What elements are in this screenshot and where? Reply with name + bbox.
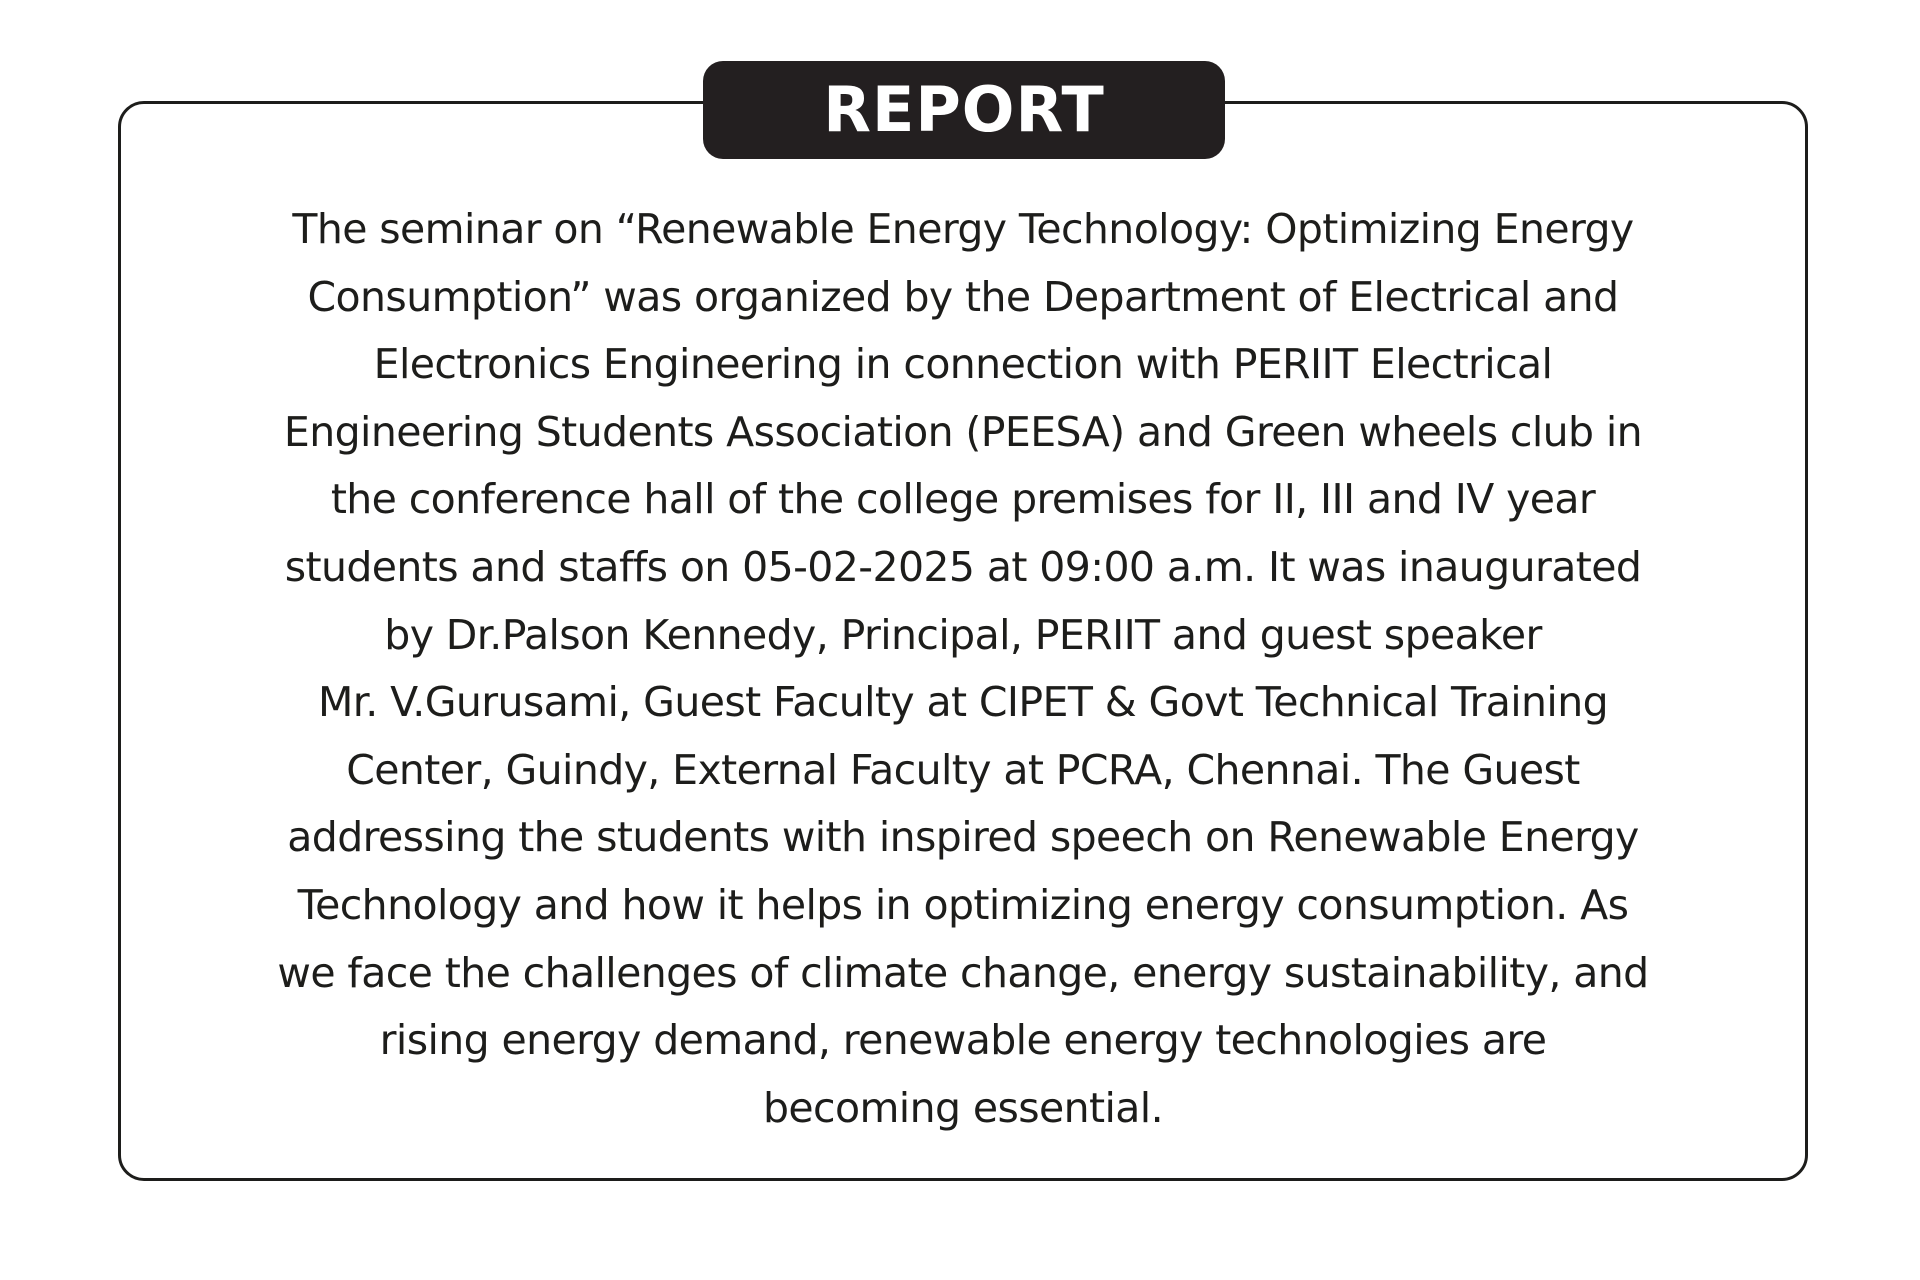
report-line: The seminar on “Renewable Energy Technology: Optimizing Energy — [292, 205, 1634, 253]
report-line: students and staffs on 05-02-2025 at 09:00 a.m. It was inaugurated — [284, 542, 1642, 591]
report-line: Consumption” was organized by the Department of Electrical and — [307, 272, 1619, 321]
report-line: rising energy demand, renewable energy technologies are — [379, 1016, 1547, 1065]
report-heading: REPORT — [823, 73, 1105, 146]
report-line: addressing the students with inspired speech on Renewable Energy — [287, 813, 1639, 862]
report-line: Technology and how it helps in optimizing energy consumption. As — [297, 880, 1629, 929]
report-line: Electronics Engineering in connection with PERIIT Electrical — [373, 340, 1553, 389]
report-body — [150, 196, 1776, 1142]
report-line: Engineering Students Association (PEESA) and Green wheels club in — [283, 407, 1643, 456]
report-line: we face the challenges of climate change, energy sustainability, and — [277, 948, 1649, 997]
report-line: the conference hall of the college premises for II, III and IV year — [330, 475, 1596, 524]
report-line: becoming essential. — [762, 1083, 1164, 1132]
report-line: Center, Guindy, External Faculty at PCRA, Chennai. The Guest — [346, 745, 1580, 794]
report-line: Mr. V.Gurusami, Guest Faculty at CIPET & Govt Technical Training — [317, 678, 1609, 727]
report-line: by Dr.Palson Kennedy, Principal, PERIIT and guest speaker — [384, 610, 1542, 659]
report-heading-badge — [703, 61, 1225, 159]
